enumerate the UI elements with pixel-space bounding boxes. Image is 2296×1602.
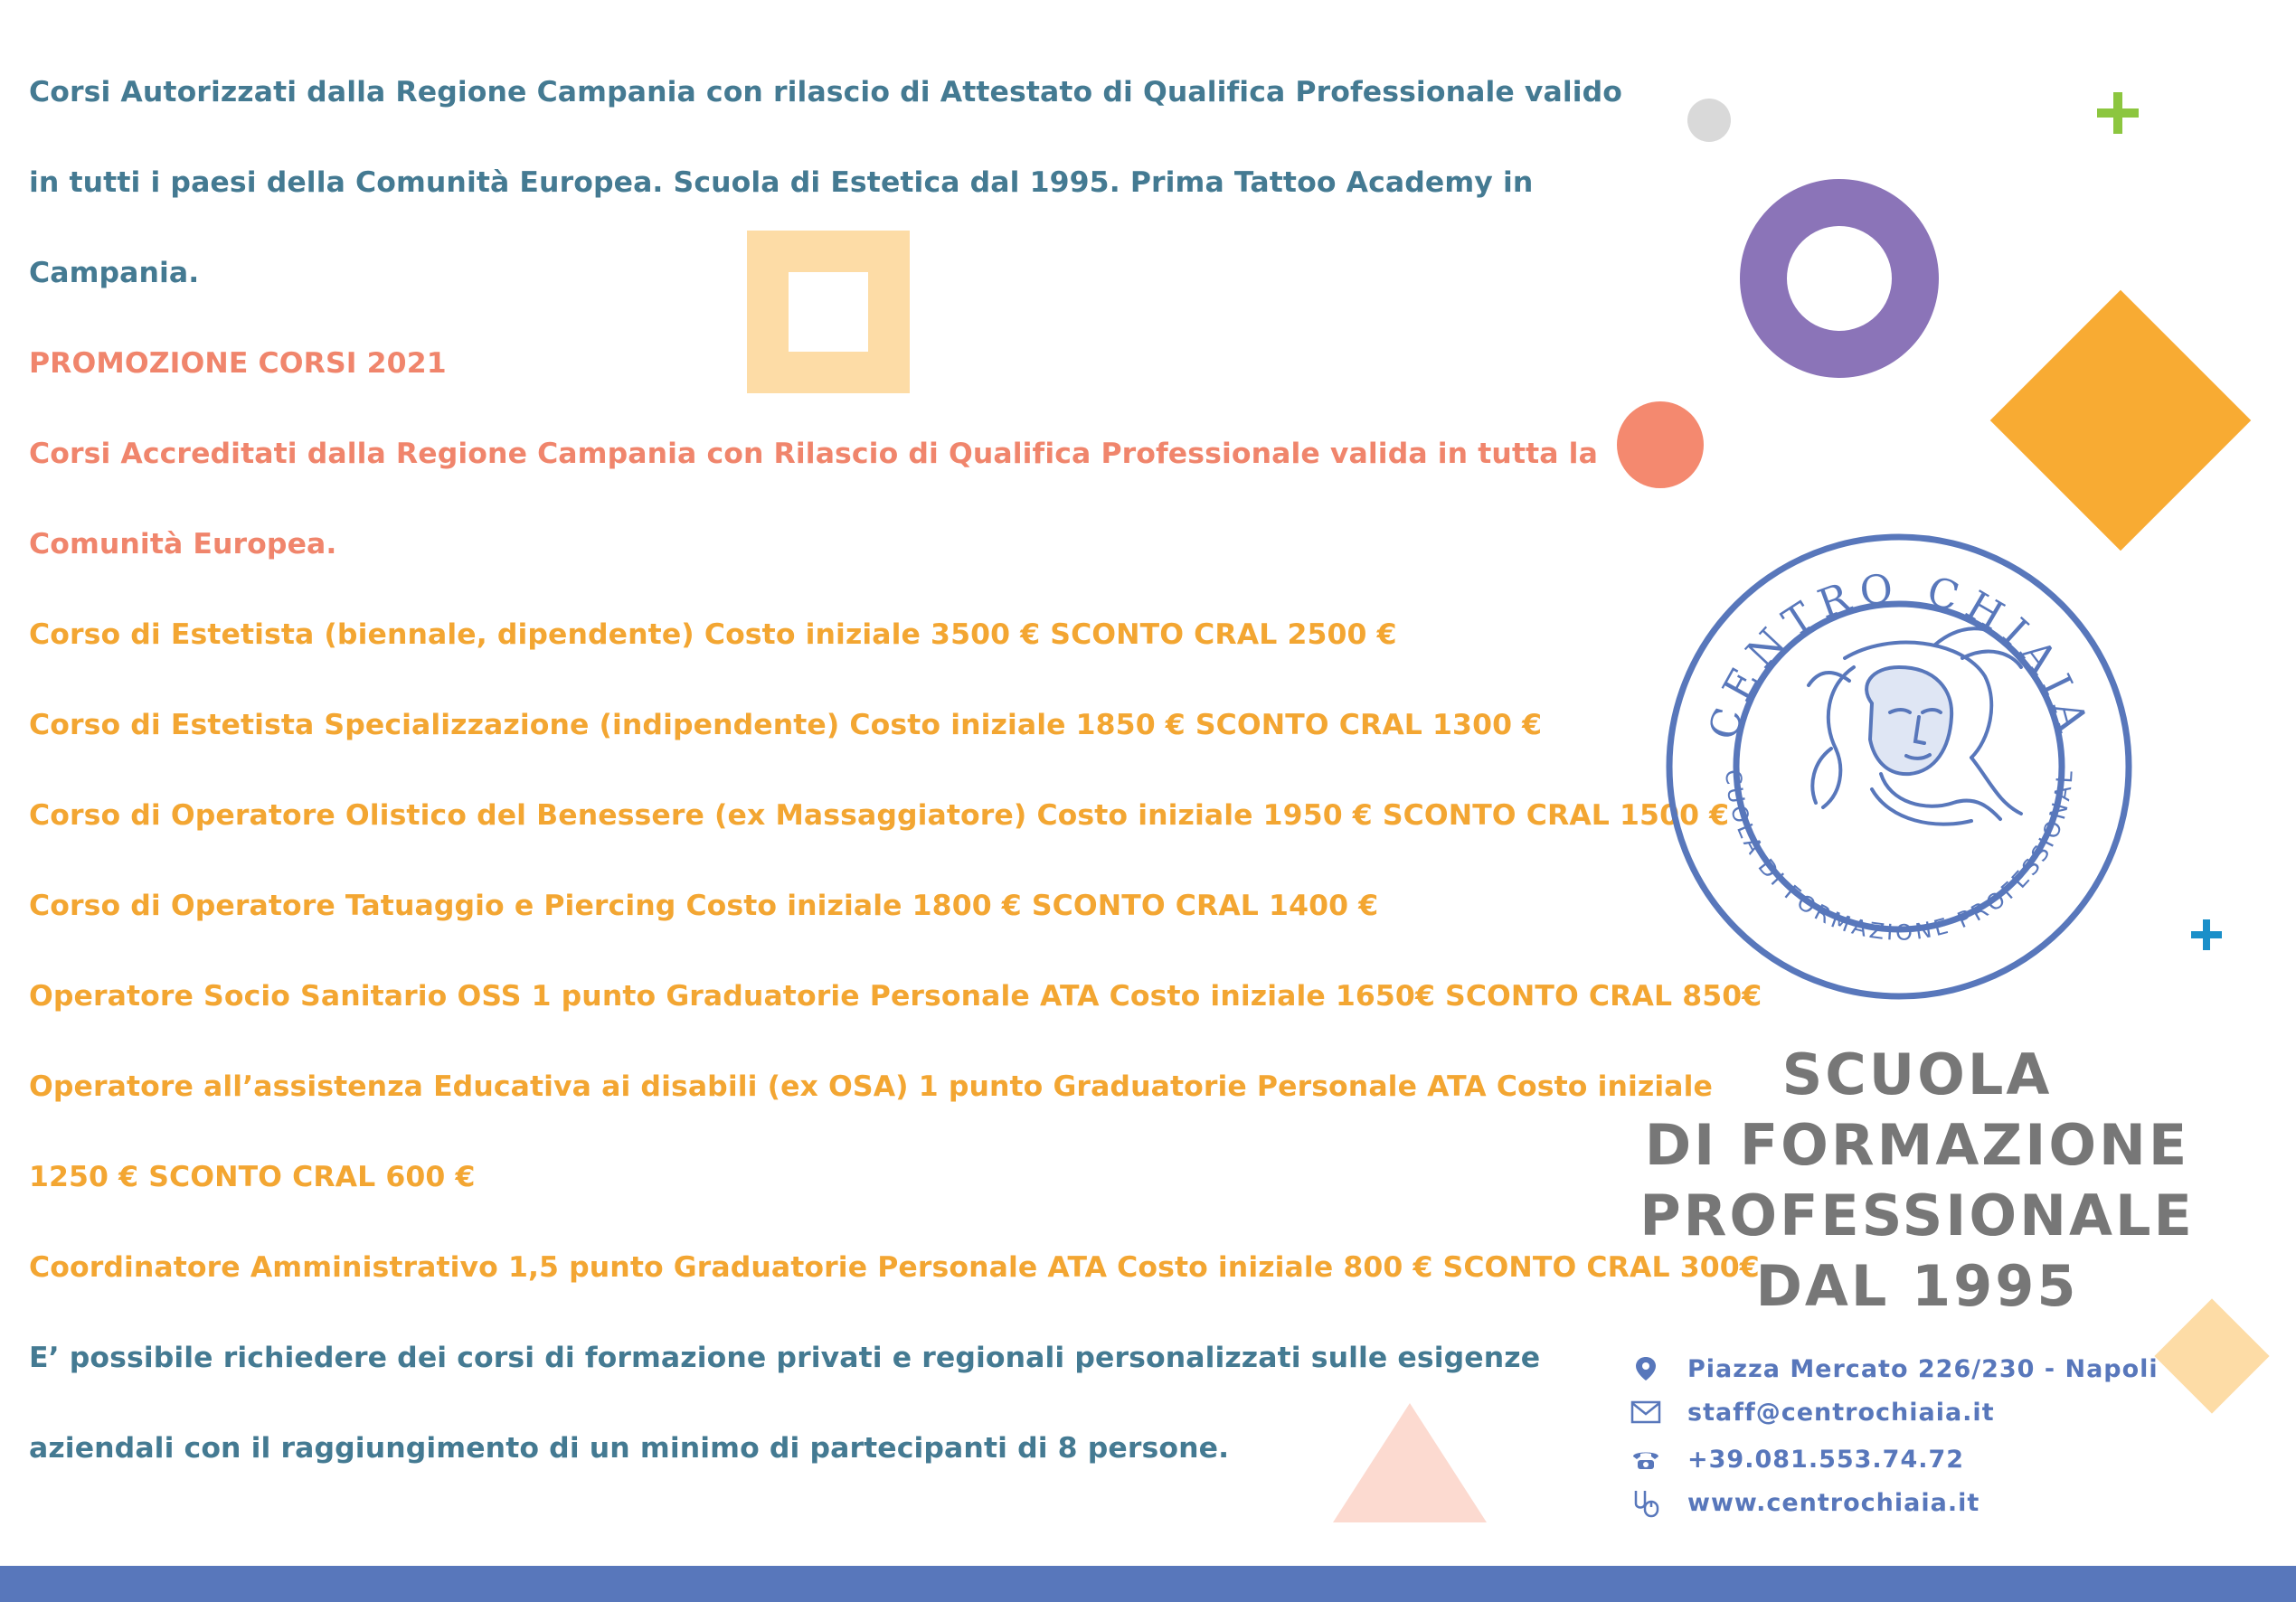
contact-email [1628,1394,1995,1430]
closing-line-1: E’ possibile richiedere dei corsi di formazione privati e regionali personalizzati sulle esigenze [29,1342,1541,1374]
headline-line-2: DI FORMAZIONE [1644,1112,2190,1178]
web-link[interactable]: www.centrochiaia.it [1687,1488,1980,1517]
venus-portrait-icon [1809,628,2021,824]
intro-line-3: Campania. [29,257,200,289]
envelope-icon [1628,1394,1664,1430]
salmon-dot-shape [1617,401,1704,488]
address-text: Piazza Mercato 226/230 - Napoli [1687,1354,2159,1383]
contact-phone [1628,1441,1964,1477]
logo-top-text: CENTRO CHIAIA [1700,564,2098,745]
location-pin-icon [1628,1351,1664,1387]
centro-chiaia-logo [1664,532,2134,1002]
headline-line-4: DAL 1995 [1755,1253,2079,1319]
web-icon [1628,1484,1664,1521]
course-item: Corso di Estetista Specializzazione (indipendente) Costo iniziale 1850 € SCONTO CRAL 1300 € [29,709,1543,741]
headline-line-1: SCUOLA [1781,1041,2053,1107]
closing-line-2: aziendali con il raggiungimento di un minimo di partecipanti di 8 persone. [29,1432,1230,1465]
square-outline-shape [747,231,910,393]
promo-title: PROMOZIONE CORSI 2021 [29,347,447,380]
orange-diamond-shape [1990,290,2251,551]
email-link[interactable]: staff@centrochiaia.it [1687,1398,1995,1427]
course-item: Coordinatore Amministrativo 1,5 punto Graduatorie Personale ATA Costo iniziale 800 € SCONTO CRAL 300€ [29,1251,1760,1284]
logo-bottom-text: CUOLA DI FORMAZIONE PROFESSIONAL [1720,768,2078,946]
grey-dot-shape [1687,99,1731,142]
green-plus-icon [2097,92,2139,134]
purple-ring-shape [1740,179,1939,378]
intro-line-2: in tutti i paesi della Comunità Europea. Scuola di Estetica dal 1995. Prima Tattoo Academy in [29,166,1534,199]
intro-line-1: Corsi Autorizzati dalla Regione Campania con rilascio di Attestato di Qualifica Professionale valido [29,76,1623,108]
headline-line-3: PROFESSIONALE [1639,1183,2195,1249]
phone-link[interactable]: +39.081.553.74.72 [1687,1445,1965,1474]
course-item: Corso di Operatore Tatuaggio e Piercing Costo iniziale 1800 € SCONTO CRAL 1400 € [29,890,1379,922]
contact-web [1628,1484,1979,1521]
course-item: 1250 € SCONTO CRAL 600 € [29,1161,476,1193]
pink-triangle-shape [1333,1403,1487,1522]
school-headline [1619,1040,2216,1322]
blue-plus-icon [2191,919,2222,950]
course-item: Corso di Estetista (biennale, dipendente) Costo iniziale 3500 € SCONTO CRAL 2500 € [29,618,1397,651]
promo-desc-line-1: Corsi Accreditati dalla Regione Campania con Rilascio di Qualifica Professionale valida in tutta la [29,438,1598,470]
contact-address [1628,1351,2159,1387]
course-item: Corso di Operatore Olistico del Benessere (ex Massaggiatore) Costo iniziale 1950 € SCONTO CRAL 1500 € [29,799,1730,832]
course-item: Operatore all’assistenza Educativa ai disabili (ex OSA) 1 punto Graduatorie Personale ATA Costo iniziale [29,1070,1713,1103]
phone-icon [1628,1441,1664,1477]
course-item: Operatore Socio Sanitario OSS 1 punto Graduatorie Personale ATA Costo iniziale 1650€ SCONTO CRAL 850€ [29,980,1762,1013]
promo-desc-line-2: Comunità Europea. [29,528,337,561]
bottom-bar [0,1566,2296,1602]
